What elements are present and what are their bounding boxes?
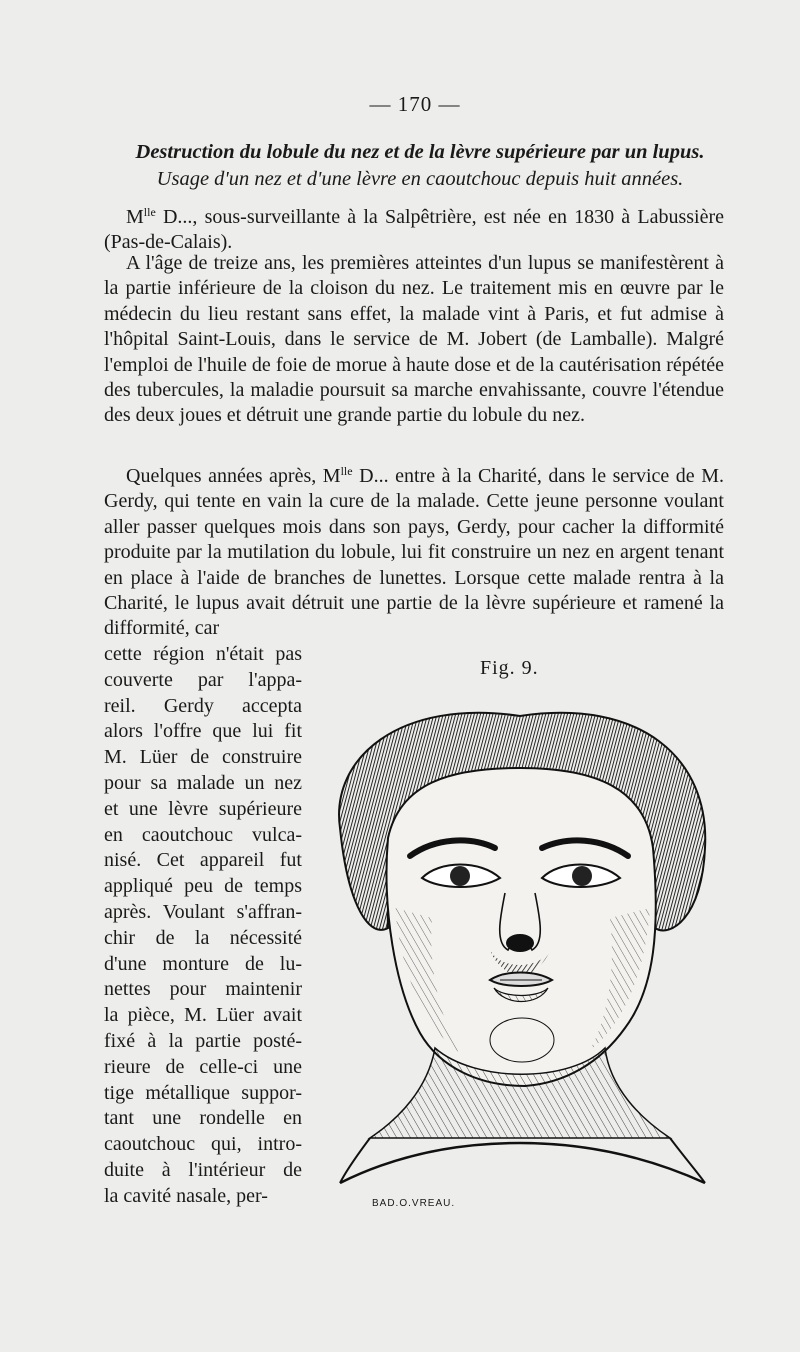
- side-line: en caoutchouc vulca-: [104, 823, 302, 846]
- side-line: nettes pour maintenir: [104, 978, 302, 1001]
- side-line: appliqué peu de temps: [104, 875, 302, 898]
- side-line: chir de la nécessité: [104, 926, 302, 949]
- paragraph-3-prefix: Quelques années après, M: [126, 465, 341, 487]
- side-line: M. Lüer de construire: [104, 746, 302, 769]
- paragraph-1: [104, 200, 724, 256]
- collar: [340, 1143, 705, 1183]
- side-line: et une lèvre supérieure: [104, 797, 302, 820]
- paragraph-1-text: D..., sous-surveillante à la Salpêtrière, est née en 1830 à Labussière (Pas-de-Calais).: [104, 206, 724, 254]
- side-line: la cavité nasale, per-: [104, 1184, 268, 1207]
- side-line: nisé. Cet appareil fut: [104, 849, 302, 872]
- side-line: tige métallique suppor-: [104, 1081, 302, 1104]
- figure-label: Fig. 9.: [480, 657, 539, 679]
- engraver-signature: BAD.O.VREAU.: [372, 1198, 456, 1209]
- paragraph-2: A l'âge de treize ans, les premières atteintes d'un lupus se manifestèrent à la partie inférieure de la cloison du nez. Le traitement mis en œuvre par le médecin du lieu restant sans effet, la malade vint à Paris, et fut admise à l'hôpital Saint-Louis, dans le service de M. Jobert (de Lamballe). Malgré l'emploi de l'huile de foie de morue à haute dose et de la cautérisation répétée des tubercules, la maladie poursuit sa marche envahissante, couvre l'étendue des deux joues et détruit une grande partie du lobule du nez.: [104, 252, 724, 427]
- paragraph-1-prefix: M: [126, 206, 144, 228]
- paragraph-3-text: D... entre à la Charité, dans le service de M. Gerdy, qui tente en vain la cure de la malade. Cette jeune personne voulant aller passer quelques mois dans son pays, Gerdy, pour cacher la difformité produite par la mutilation du lobule, lui fit construire un nez en argent tenant en place à l'aide de branches de lunettes. Lorsque cette malade rentra à la Charité, le lupus avait détruit une partie de la lèvre supérieure et ramené la difformité, car: [104, 465, 724, 640]
- side-line: couverte par l'appa-: [104, 668, 302, 691]
- paragraph-3: [104, 459, 724, 642]
- side-line: caoutchouc qui, intro-: [104, 1133, 302, 1156]
- side-line: duite à l'intérieur de: [104, 1158, 302, 1181]
- paragraph-1-superscript: lle: [143, 205, 156, 219]
- side-line: pour sa malade un nez: [104, 771, 302, 794]
- section-title-line-1: Destruction du lobule du nez et de la lèvre supérieure par un lupus.: [135, 141, 705, 163]
- side-column-text: [104, 642, 302, 1210]
- side-line: après. Voulant s'affran-: [104, 900, 302, 923]
- side-line: reil. Gerdy accepta: [104, 694, 302, 717]
- paragraph-3-superscript: lle: [340, 464, 353, 478]
- side-line: cette région n'était pas: [104, 643, 302, 665]
- section-title-line-2: Usage d'un nez et d'une lèvre en caoutchouc depuis huit années.: [156, 168, 684, 190]
- face-engraving-illustration: [310, 688, 730, 1218]
- page-number: — 170 —: [369, 92, 461, 116]
- side-line: alors l'offre que lui fit: [104, 720, 302, 743]
- side-line: tant une rondelle en: [104, 1107, 302, 1130]
- side-line: rieure de celle-ci une: [104, 1055, 302, 1078]
- side-line: la pièce, M. Lüer avait: [104, 1004, 302, 1027]
- side-line: d'une monture de lu-: [104, 952, 302, 975]
- side-line: fixé à la partie posté-: [104, 1029, 302, 1052]
